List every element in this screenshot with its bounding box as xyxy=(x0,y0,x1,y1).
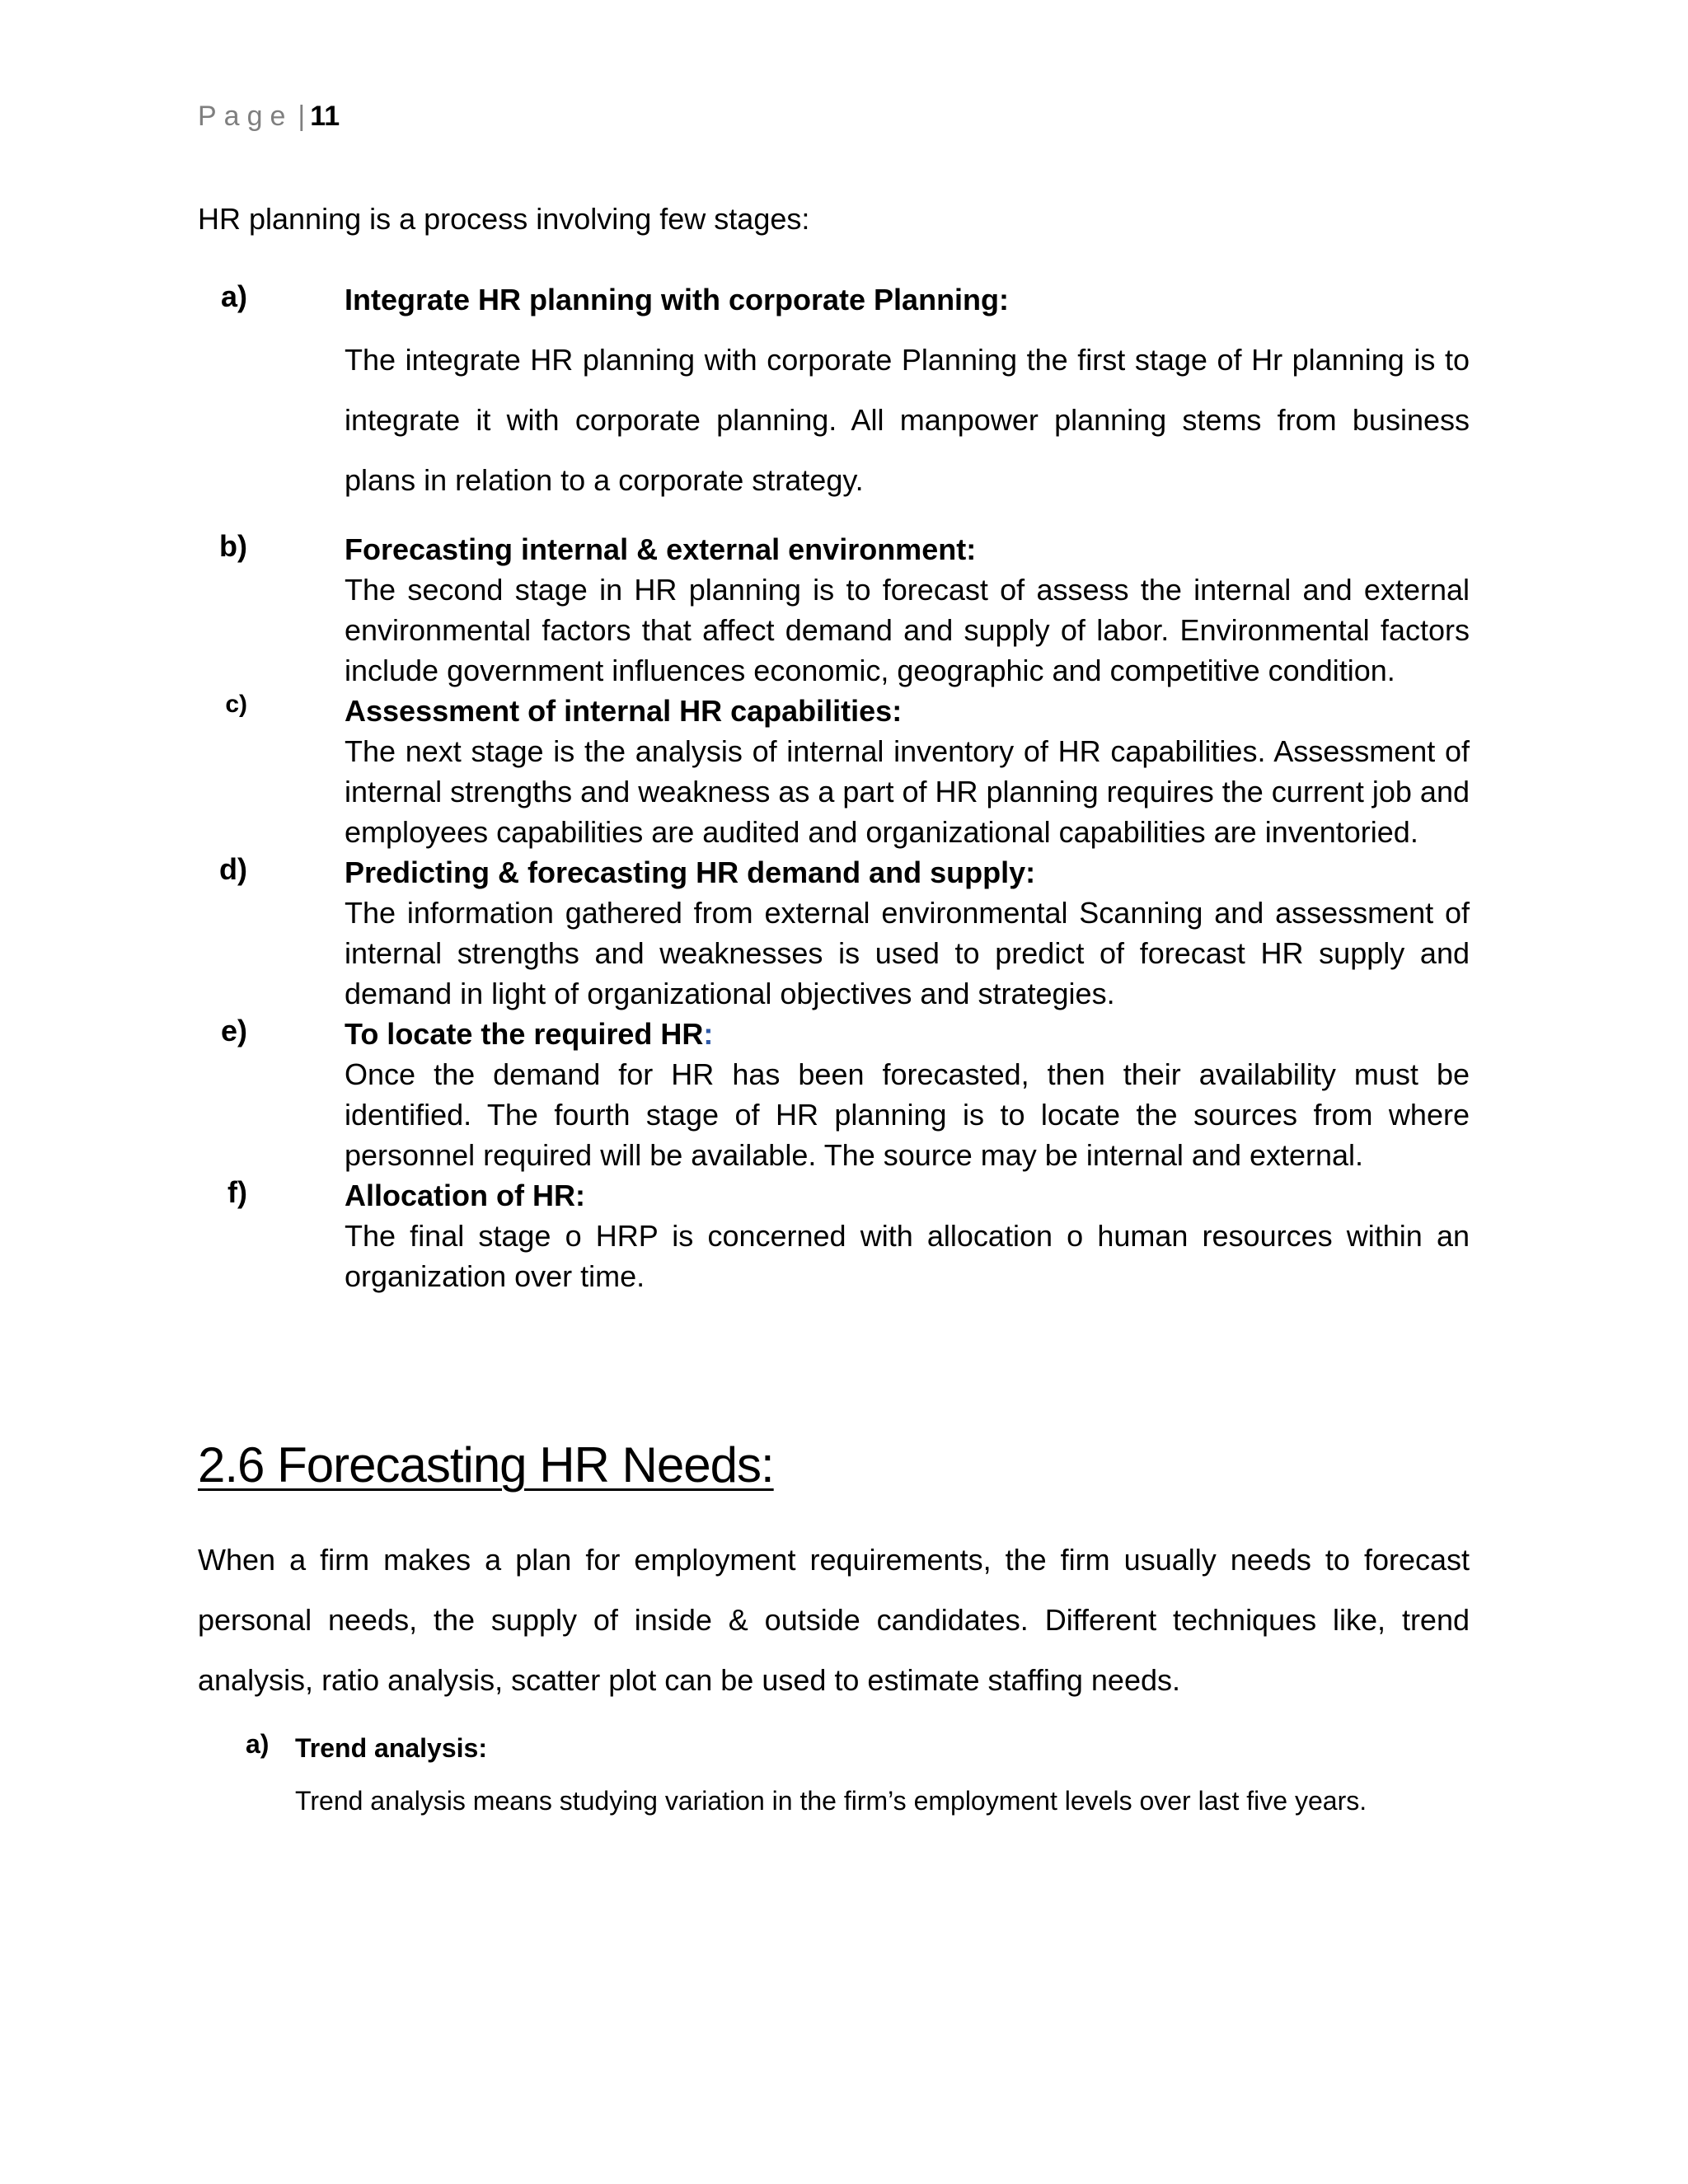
stage-marker: b) xyxy=(219,529,247,563)
technique-list xyxy=(198,1729,1470,1820)
stage-marker: d) xyxy=(219,852,247,886)
technique-item xyxy=(198,1729,1470,1820)
stage-title: Assessment of internal HR capabilities: xyxy=(345,694,903,728)
stage-body: The information gathered from external environmental Scanning and assessment of internal strengths and weaknesses is used to predict of forecast HR supply and demand in light of organizational objectives and strategies. xyxy=(345,896,1470,1010)
stage-list xyxy=(198,279,1470,510)
stage-item-b xyxy=(198,529,1470,691)
stage-title-colon: : xyxy=(703,1017,714,1051)
stage-title: Predicting & forecasting HR demand and supply: xyxy=(345,855,1036,889)
stage-title: Allocation of HR: xyxy=(345,1179,585,1212)
section-paragraph: When a firm makes a plan for employment requirements, the firm usually needs to forecast personal needs, the supply of inside & outside candidates. Different techniques like, trend analysis, ratio analysis, scatter plot can be used to estimate staffing needs. xyxy=(198,1543,1470,1697)
stage-marker: a) xyxy=(220,279,247,313)
stage-marker: f) xyxy=(227,1175,247,1209)
stage-title: Integrate HR planning with corporate Planning: xyxy=(345,283,1010,316)
page-header xyxy=(198,101,340,133)
stage-item-f xyxy=(198,1175,1470,1296)
stage-body: The next stage is the analysis of internal inventory of HR capabilities. Assessment of internal strengths and weakness as a part of HR planning requires the current job and employees capabilities are audited and organizational capabilities are inventoried. xyxy=(345,734,1470,849)
stage-title xyxy=(345,1014,1470,1054)
stage-item-d xyxy=(198,852,1470,1014)
technique-body: Trend analysis means studying variation in the firm’s employment levels over last five years. xyxy=(295,1786,1367,1816)
stage-item-a xyxy=(198,279,1470,510)
stage-body: The integrate HR planning with corporate Planning the first stage of Hr planning is to integrate it with corporate planning. All manpower planning stems from business plans in relation to a corporate strategy. xyxy=(345,343,1470,497)
stage-list-continued xyxy=(198,529,1470,1296)
stage-marker: c) xyxy=(225,691,247,718)
stage-marker: e) xyxy=(220,1014,247,1047)
stage-item-e xyxy=(198,1014,1470,1175)
stage-title-text: To locate the required HR xyxy=(345,1017,704,1051)
page-separator: | xyxy=(298,101,306,132)
technique-marker: a) xyxy=(246,1729,270,1759)
technique-title: Trend analysis: xyxy=(295,1733,487,1763)
stage-body: The second stage in HR planning is to forecast of assess the internal and external environmental factors that affect demand and supply of labor. Environmental factors include government influences economic, geographic and competitive condition. xyxy=(345,573,1470,687)
page-label: Page xyxy=(198,101,293,132)
stage-title: Forecasting internal & external environment: xyxy=(345,532,977,566)
stage-body: Once the demand for HR has been forecasted, then their availability must be identified. The fourth stage of HR planning is to locate the sources from where personnel required will be available. The source may be internal and external. xyxy=(345,1057,1470,1172)
page-number: 11 xyxy=(310,101,340,132)
section-heading: 2.6 Forecasting HR Needs: xyxy=(198,1437,774,1493)
stage-body: The final stage o HRP is concerned with allocation o human resources within an organization over time. xyxy=(345,1219,1470,1293)
intro-text: HR planning is a process involving few stages: xyxy=(198,202,810,236)
stage-item-c xyxy=(198,691,1470,852)
